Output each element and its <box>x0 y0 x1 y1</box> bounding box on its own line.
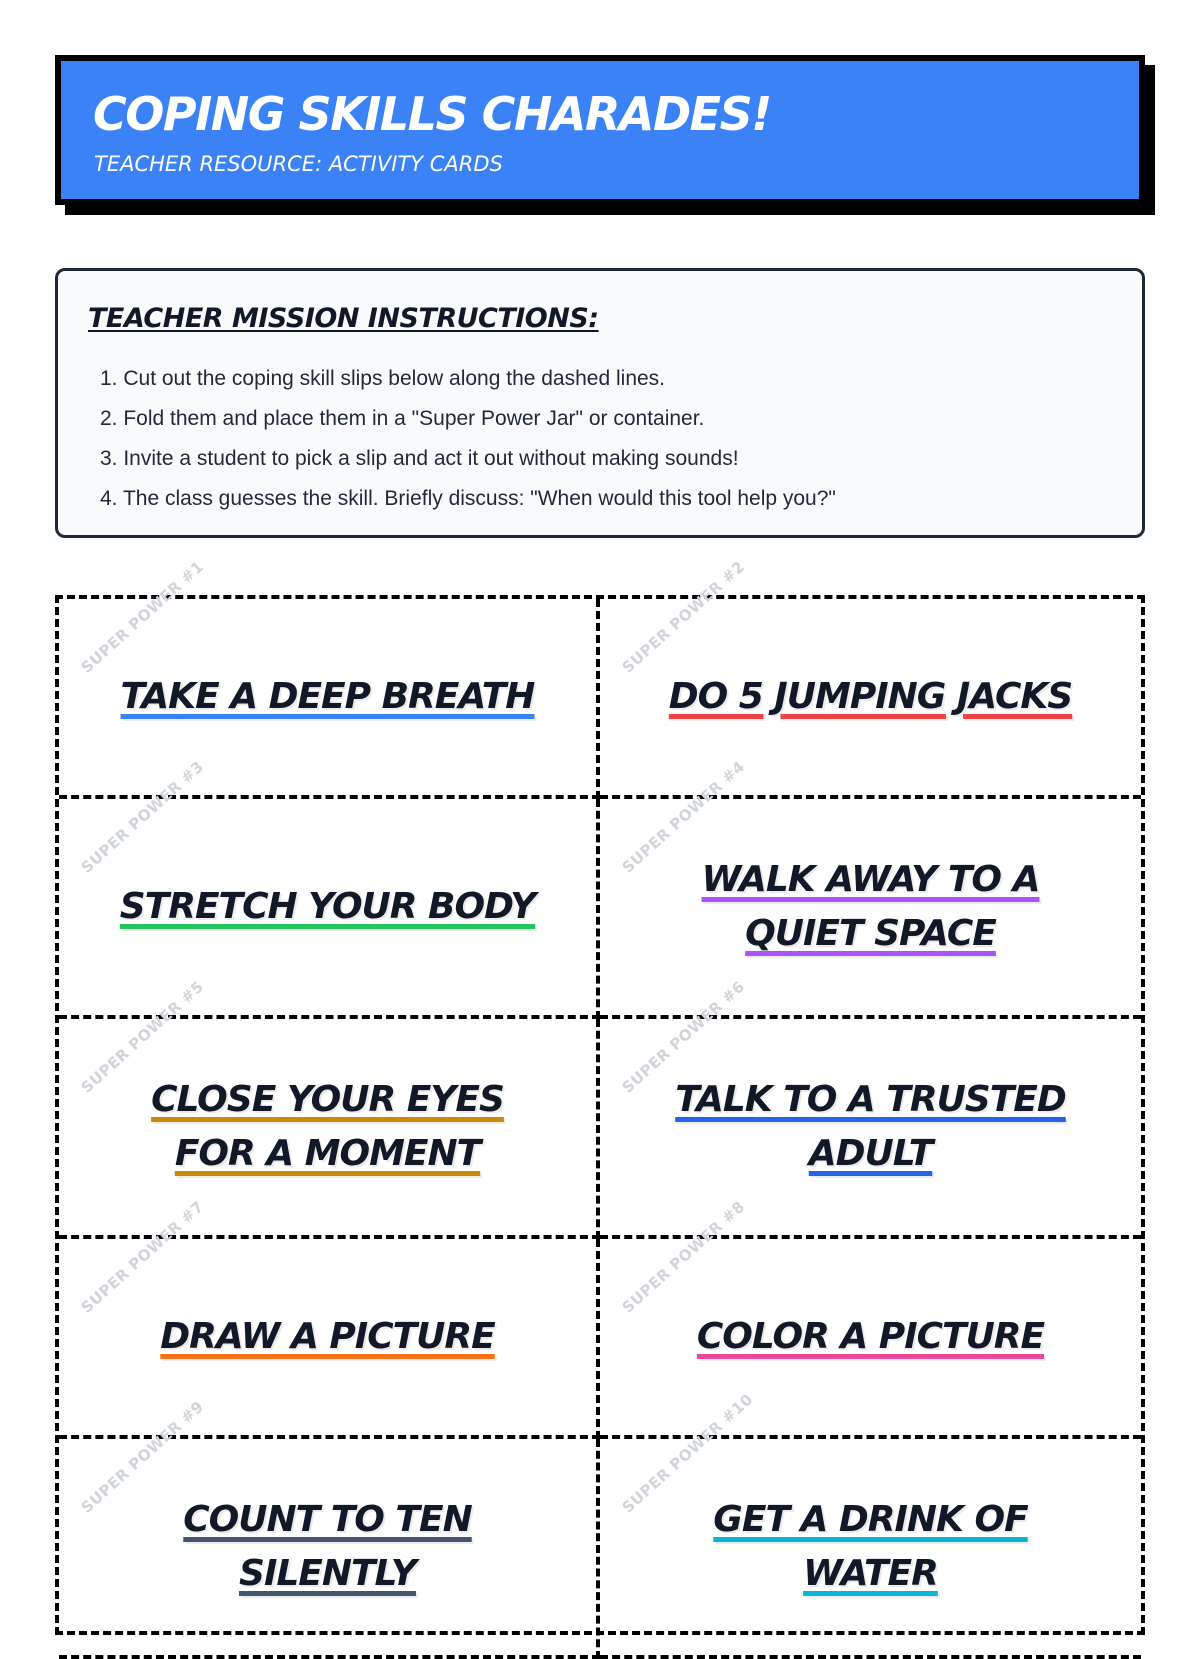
card-draw-a-picture <box>59 1197 600 1439</box>
page-title: COPING SKILLS CHARADES! <box>93 87 771 141</box>
card-stretch-your-body <box>59 757 600 1019</box>
card-number-label: SUPER POWER #5 <box>77 977 208 1097</box>
instructions-box <box>55 268 1145 538</box>
card-number-label: SUPER POWER #3 <box>77 757 208 877</box>
instruction-step: 4. The class guesses the skill. Briefly discuss: "When would this tool help you?" <box>100 487 836 510</box>
header-banner <box>55 55 1145 205</box>
card-number-label: SUPER POWER #1 <box>77 557 208 677</box>
card-text: CLOSE YOUR EYES FOR A MOMENT <box>151 1079 504 1174</box>
card-close-your-eyes <box>59 977 600 1239</box>
card-number-label: SUPER POWER #10 <box>618 1390 757 1517</box>
card-text: GET A DRINK OF WATER <box>713 1499 1028 1594</box>
card-text: COLOR A PICTURE <box>696 1316 1045 1357</box>
card-walk-away-to-a-quiet-space <box>600 757 1141 1019</box>
card-number-label: SUPER POWER #9 <box>77 1397 208 1517</box>
card-number-label: SUPER POWER #2 <box>618 557 749 677</box>
card-number-label: SUPER POWER #6 <box>618 977 749 1097</box>
card-text: TALK TO A TRUSTED ADULT <box>675 1079 1066 1174</box>
card-text: STRETCH YOUR BODY <box>119 886 536 927</box>
instructions-title: TEACHER MISSION INSTRUCTIONS: <box>88 303 599 334</box>
card-talk-to-a-trusted-adult <box>600 977 1141 1239</box>
instruction-step: 1. Cut out the coping skill slips below along the dashed lines. <box>100 367 666 390</box>
card-text: WALK AWAY TO A QUIET SPACE <box>701 859 1040 954</box>
instruction-step: 2. Fold them and place them in a "Super Power Jar" or container. <box>100 407 705 430</box>
instructions-list <box>100 359 836 519</box>
cutout-cards-grid <box>55 557 1145 1635</box>
card-do-5-jumping-jacks <box>600 557 1141 799</box>
card-number-label: SUPER POWER #4 <box>618 757 749 877</box>
card-get-a-drink-of-water <box>600 1390 1141 1659</box>
instruction-step: 3. Invite a student to pick a slip and act it out without making sounds! <box>100 447 739 470</box>
card-text: TAKE A DEEP BREATH <box>120 676 535 717</box>
card-take-a-deep-breath <box>59 557 600 799</box>
card-number-label: SUPER POWER #7 <box>77 1197 208 1317</box>
card-text: COUNT TO TEN SILENTLY <box>183 1499 472 1594</box>
page-subtitle: TEACHER RESOURCE: ACTIVITY CARDS <box>94 152 503 176</box>
card-color-a-picture <box>600 1197 1141 1439</box>
card-number-label: SUPER POWER #8 <box>618 1197 749 1317</box>
card-text: DO 5 JUMPING JACKS <box>668 676 1073 717</box>
card-count-to-ten-silently <box>59 1397 600 1659</box>
card-text: DRAW A PICTURE <box>160 1316 495 1357</box>
